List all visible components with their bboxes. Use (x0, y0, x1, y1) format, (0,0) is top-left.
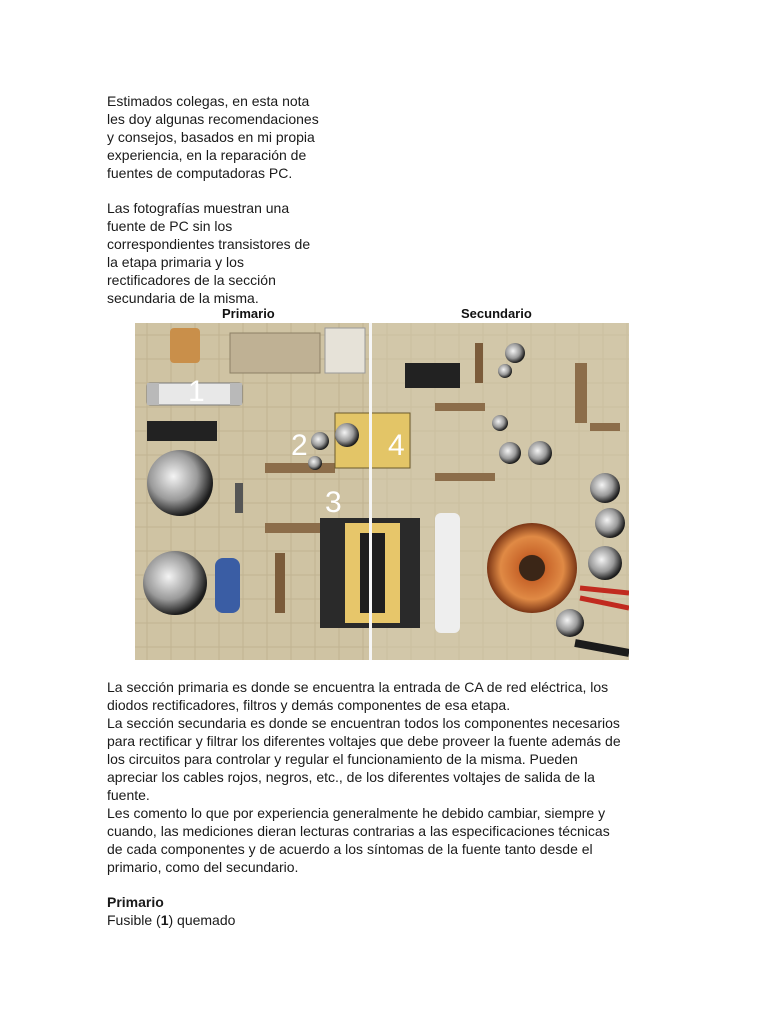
marker-4: 4 (388, 429, 405, 462)
item-number: 1 (160, 912, 169, 928)
intro-paragraph-1 (107, 92, 367, 182)
intro-paragraph-2 (107, 199, 367, 307)
item-suffix: ) quemado (168, 912, 236, 928)
body-paragraph (107, 678, 667, 876)
body-line: cuando, las mediciones dieran lecturas contrarias a las especificaciones técnicas (107, 823, 610, 839)
intro-p2-line: la etapa primaria y los (107, 254, 244, 270)
figure-label-secundario: Secundario (461, 306, 532, 321)
body-line: fuente. (107, 787, 150, 803)
body-line: para rectificar y filtrar los diferentes voltajes que debe proveer la fuente además de (107, 733, 621, 749)
body-line: de cada componentes y de acuerdo a los síntomas de la fuente tanto desde el (107, 841, 593, 857)
power-supply-board-photo (135, 323, 629, 660)
intro-p2-line: Las fotografías muestran una (107, 200, 290, 216)
intro-p1-line: fuentes de computadoras PC. (107, 165, 293, 181)
intro-p2-line: secundaria de la misma. (107, 290, 259, 306)
body-line: La sección primaria es donde se encuentra la entrada de CA de red eléctrica, los (107, 679, 609, 695)
intro-p2-line: rectificadores de la sección (107, 272, 276, 288)
intro-p1-line: y consejos, basados en mi propia (107, 129, 315, 145)
body-line: apreciar los cables rojos, negros, etc., de los diferentes voltajes de salida de la (107, 769, 595, 785)
section-heading: Primario (107, 894, 164, 910)
intro-p2-line: correspondientes transistores de (107, 236, 311, 252)
marker-2: 2 (291, 429, 308, 462)
intro-p1-line: les doy algunas recomendaciones (107, 111, 319, 127)
section-item-fusible (107, 911, 235, 929)
body-line: diodos rectificadores, filtros y demás componentes de esa etapa. (107, 697, 511, 713)
body-line: La sección secundaria es donde se encuentran todos los componentes necesarios (107, 715, 620, 731)
intro-p1-line: Estimados colegas, en esta nota (107, 93, 310, 109)
body-line: Les comento lo que por experiencia generalmente he debido cambiar, siempre y (107, 805, 606, 821)
intro-p1-line: experiencia, en la reparación de (107, 147, 307, 163)
marker-3: 3 (325, 486, 342, 519)
item-prefix: Fusible ( (107, 912, 161, 928)
body-line: primario, como del secundario. (107, 859, 299, 875)
intro-p2-line: fuente de PC sin los (107, 218, 233, 234)
figure-label-primario: Primario (222, 306, 275, 321)
body-line: los circuitos para controlar y regular el funcionamiento de la misma. Pueden (107, 751, 578, 767)
marker-1: 1 (188, 375, 205, 408)
